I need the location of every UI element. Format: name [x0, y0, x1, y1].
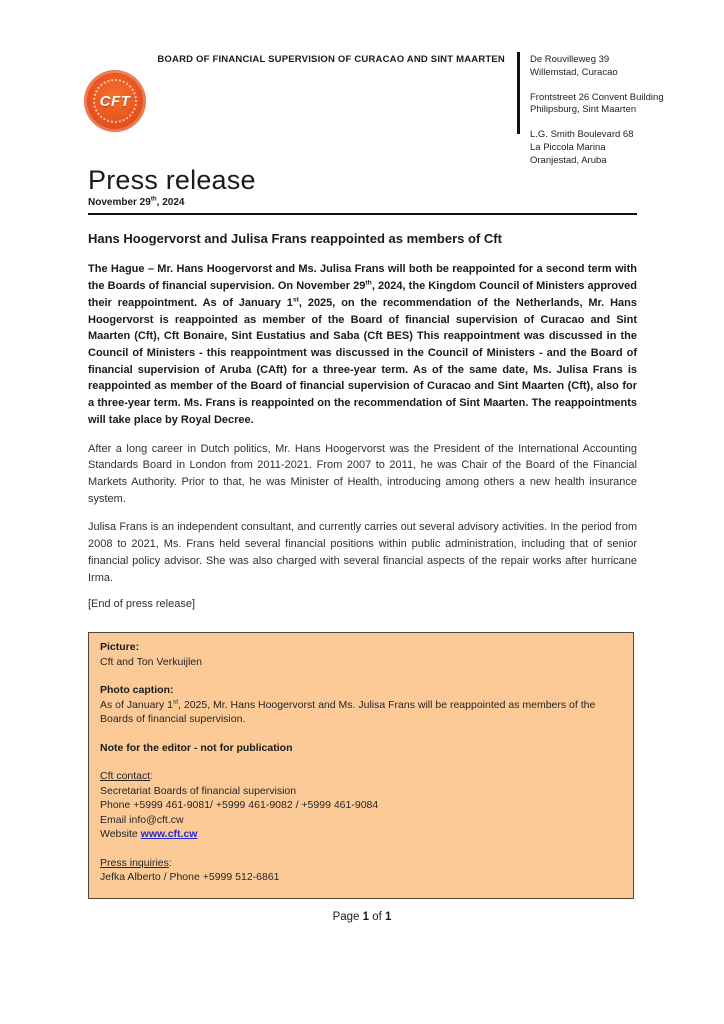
cft-contact-heading: [100, 769, 622, 783]
address-line: L.G. Smith Boulevard 68: [530, 129, 634, 141]
editor-note-section: [100, 741, 622, 755]
press-inquiries-contact: Jefka Alberto / Phone +5999 512-6861: [100, 871, 280, 884]
document-body: [88, 166, 637, 899]
address-line: Oranjestad, Aruba: [530, 154, 607, 166]
footer-page-number: 1: [362, 911, 370, 923]
address-aruba: [530, 129, 692, 167]
website-label: Website: [100, 828, 141, 841]
footer-total-pages: 1: [385, 911, 392, 923]
cft-logo-ring: [93, 79, 137, 123]
address-line: De Rouvilleweg 39: [530, 54, 610, 65]
paragraph-lead: The Hague – Mr. Hans Hoogervorst and Ms. Julisa Frans will both be reappointed for a second term with the Boards of financial supervision. On November 29th, 2024, the Kingdom Council of Ministers approved their reappointment. As of January 1st, 2025, on the recommendation of the Netherlands, Mr. Hans Hoogervorst is reappointed as member of the Board of financial supervision of Curacao and Sint Maarten (Cft), Cft Bonaire, Sint Eustatius and Saba (Cft BES) This reappointment was discussed in the Council of Ministers - this reappointment was discussed in the Council of Ministers - and the Board of financial supervision of Aruba (CAft) for a three-year term. As of the same date, Ms. Julisa Frans is reappointed as member of the Board of financial supervision of Curacao and Sint Maarten (Cft), also for a three-year term. Ms. Frans is reappointed on the recommendation of Sint Maarten. The reappointments will take place by Royal Decree.: [88, 263, 637, 426]
press-inquiries-label: Press inquiries: [100, 856, 169, 869]
release-date: November 29th, 2024: [88, 196, 185, 209]
address-block: [520, 54, 692, 168]
editor-note-label: Note for the editor - not for publication: [100, 741, 293, 754]
photo-caption-label: Photo caption:: [100, 684, 174, 697]
page-number-footer: [0, 911, 724, 923]
address-line: Philipsburg, Sint Maarten: [530, 104, 637, 116]
press-inquiries-heading: [100, 856, 622, 870]
cft-contact-label: Cft contact: [100, 770, 151, 783]
press-inquiries-section: [100, 856, 622, 885]
cft-logo-text: CFT: [99, 92, 131, 110]
organization-name: BOARD OF FINANCIAL SUPERVISION OF CURACAO AND SINT MAARTEN: [157, 54, 505, 65]
address-curacao: [530, 54, 692, 80]
press-inquiries-colon: :: [168, 856, 172, 869]
title-rule: [88, 213, 637, 215]
contact-email: Email info@cft.cw: [100, 813, 184, 826]
paragraph-frans-bio: Julisa Frans is an independent consultant, and currently carries out several advisory activities. In the period from 2008 to 2021, Ms. Frans held several financial positions within public administration, including that of senior financial policy advisor. She was also charged with several financial aspects of the repair works after hurricane Irma.: [88, 521, 637, 584]
cft-contact-section: [100, 769, 622, 841]
contact-secretariat: Secretariat Boards of financial supervision: [100, 784, 297, 797]
end-of-release-note: [End of press release]: [88, 598, 196, 611]
cft-logo-icon: [84, 70, 146, 132]
paragraph-hoogervorst-bio: After a long career in Dutch politics, Mr. Hans Hoogervorst was the President of the International Accounting Standards Board in London from 2011-2021. From 2007 to 2011, he was Chair of the Board of the Financial Markets Authority. Prior to that, he was Minister of Health, introducing among others a new health insurance system.: [88, 442, 637, 505]
address-sint-maarten: [530, 92, 692, 118]
address-line: La Piccola Marina: [530, 142, 606, 154]
editor-note-box: [88, 632, 634, 898]
headline: Hans Hoogervorst and Julisa Frans reappointed as members of Cft: [88, 231, 502, 247]
contact-phone: Phone +5999 461-9081/ +5999 461-9082 / +5999 461-9084: [100, 799, 379, 812]
footer-prefix: Page: [332, 911, 363, 923]
address-line: Willemstad, Curacao: [530, 66, 618, 78]
document-title: Press release: [88, 165, 256, 195]
photo-caption-text: As of January 1st, 2025, Mr. Hans Hoogervorst and Ms. Julisa Frans will be reappointed as members of the Boards of financial supervision.: [100, 698, 596, 726]
photo-caption-section: [100, 683, 622, 726]
contact-website-line: [100, 827, 622, 841]
picture-section: [100, 640, 622, 669]
letterhead: [84, 52, 692, 168]
picture-label: Picture:: [100, 641, 140, 654]
picture-credit: Cft and Ton Verkuijlen: [100, 655, 202, 668]
website-link[interactable]: www.cft.cw: [140, 828, 198, 841]
address-line: Frontstreet 26 Convent Building: [530, 91, 664, 103]
footer-of: of: [369, 911, 386, 923]
cft-contact-colon: :: [150, 770, 154, 783]
